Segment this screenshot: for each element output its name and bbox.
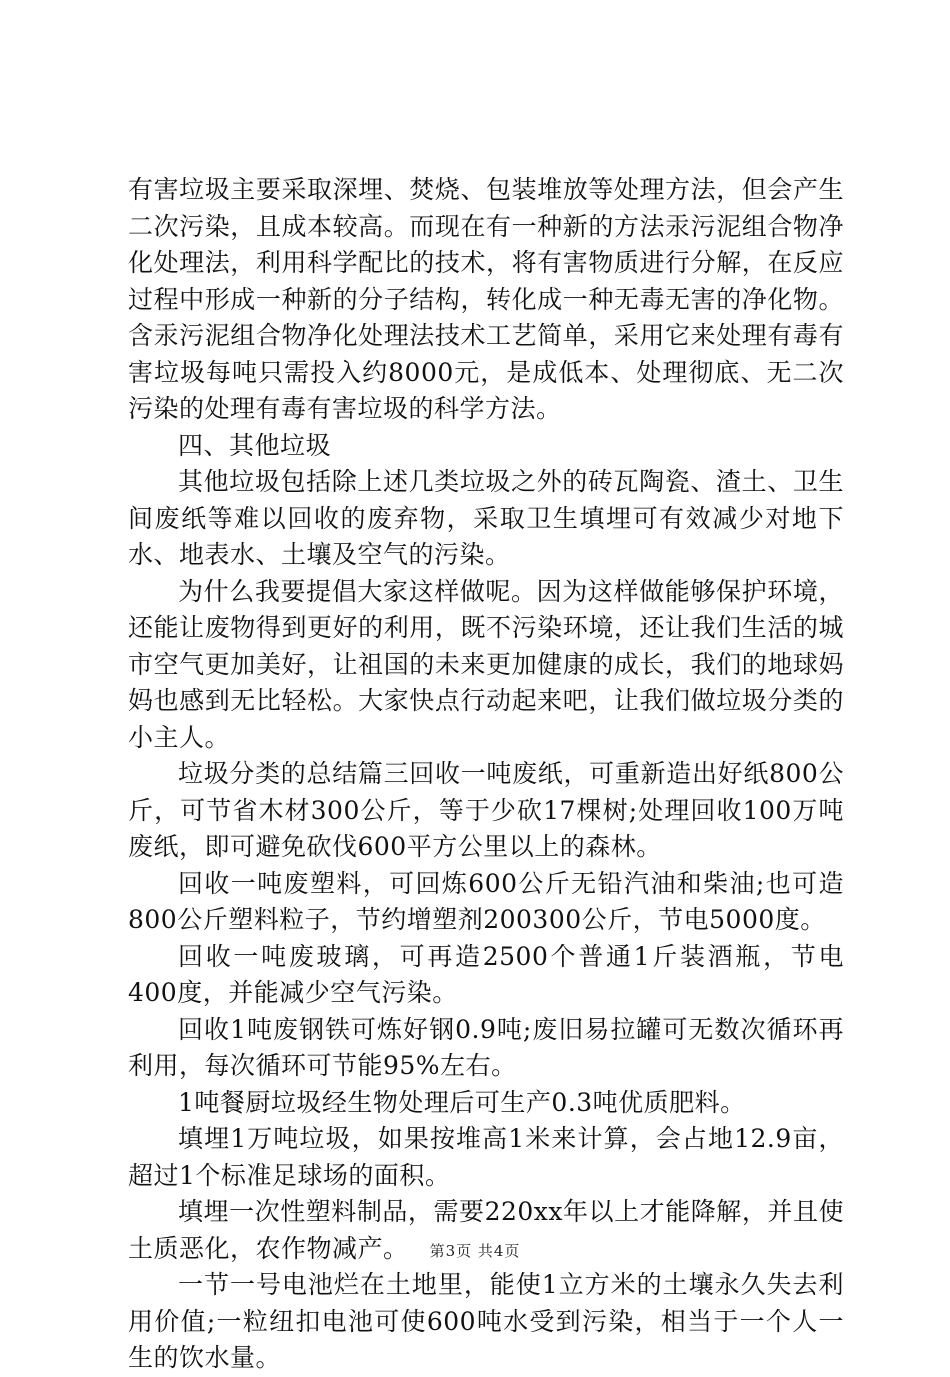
paragraph-recycle-plastic: 回收一吨废塑料，可回炼600公斤无铅汽油和柴油;也可造800公斤塑料粒子，节约增塑剂200300公斤，节电5000度。 (128, 868, 844, 934)
paragraph-kitchen-waste: 1吨餐厨垃圾经生物处理后可生产0.3吨优质肥料。 (178, 1087, 746, 1117)
body-text (128, 172, 844, 1377)
page-number-footer: 第3页 共4页 (429, 1242, 521, 1260)
paragraph-why-advocate: 为什么我要提倡大家这样做呢。因为这样做能够保护环境，还能让废物得到更好的利用，既不污染环境，还让我们生活的城市空气更加美好，让祖国的未来更加健康的成长，我们的地球妈妈也感到无比轻松。大家快点行动起来吧，让我们做垃圾分类的小主人。 (128, 576, 844, 752)
paragraph-recycle-steel: 回收1吨废钢铁可炼好钢0.9吨;废旧易拉罐可无数次循环再利用，每次循环可节能95%左右。 (128, 1014, 844, 1080)
paragraph-recycle-glass: 回收一吨废玻璃，可再造2500个普通1斤装酒瓶，节电400度，并能减少空气污染。 (128, 941, 844, 1007)
paragraph-battery-pollution: 一节一号电池烂在土地里，能使1立方米的土壤永久失去利用价值;一粒纽扣电池可使600吨水受到污染，相当于一个人一生的饮水量。 (128, 1270, 844, 1372)
paragraph-plastic-degradation: 填埋一次性塑料制品，需要220xx年以上才能降解，并且使土质恶化，农作物减产。 (128, 1197, 844, 1263)
paragraph-landfill-area: 填埋1万吨垃圾，如果按堆高1米来计算，会占地12.9亩，超过1个标准足球场的面积。 (128, 1124, 844, 1190)
section-heading-other-waste: 四、其他垃圾 (178, 430, 332, 460)
paragraph-hazardous-waste-treatment: 有害垃圾主要采取深埋、焚烧、包装堆放等处理方法，但会产生二次污染，且成本较高。而现在有一种新的方法汞污泥组合物净化处理法，利用科学配比的技术，将有害物质进行分解，在反应过程中形成一种新的分子结构，转化成一种无毒无害的净化物。含汞污泥组合物净化处理法技术工艺简单，采用它来处理有毒有害垃圾每吨只需投入约8000元，是成低本、处理彻底、无二次污染的处理有毒有害垃圾的科学方法。 (128, 175, 844, 423)
paragraph-recycle-paper: 垃圾分类的总结篇三回收一吨废纸，可重新造出好纸800公斤，可节省木材300公斤，等于少砍17棵树;处理回收100万吨废纸，即可避免砍伐600平方公里以上的森林。 (128, 759, 844, 861)
paragraph-other-waste: 其他垃圾包括除上述几类垃圾之外的砖瓦陶瓷、渣土、卫生间废纸等难以回收的废弃物，采取卫生填埋可有效减少对地下水、地表水、土壤及空气的污染。 (128, 467, 844, 569)
